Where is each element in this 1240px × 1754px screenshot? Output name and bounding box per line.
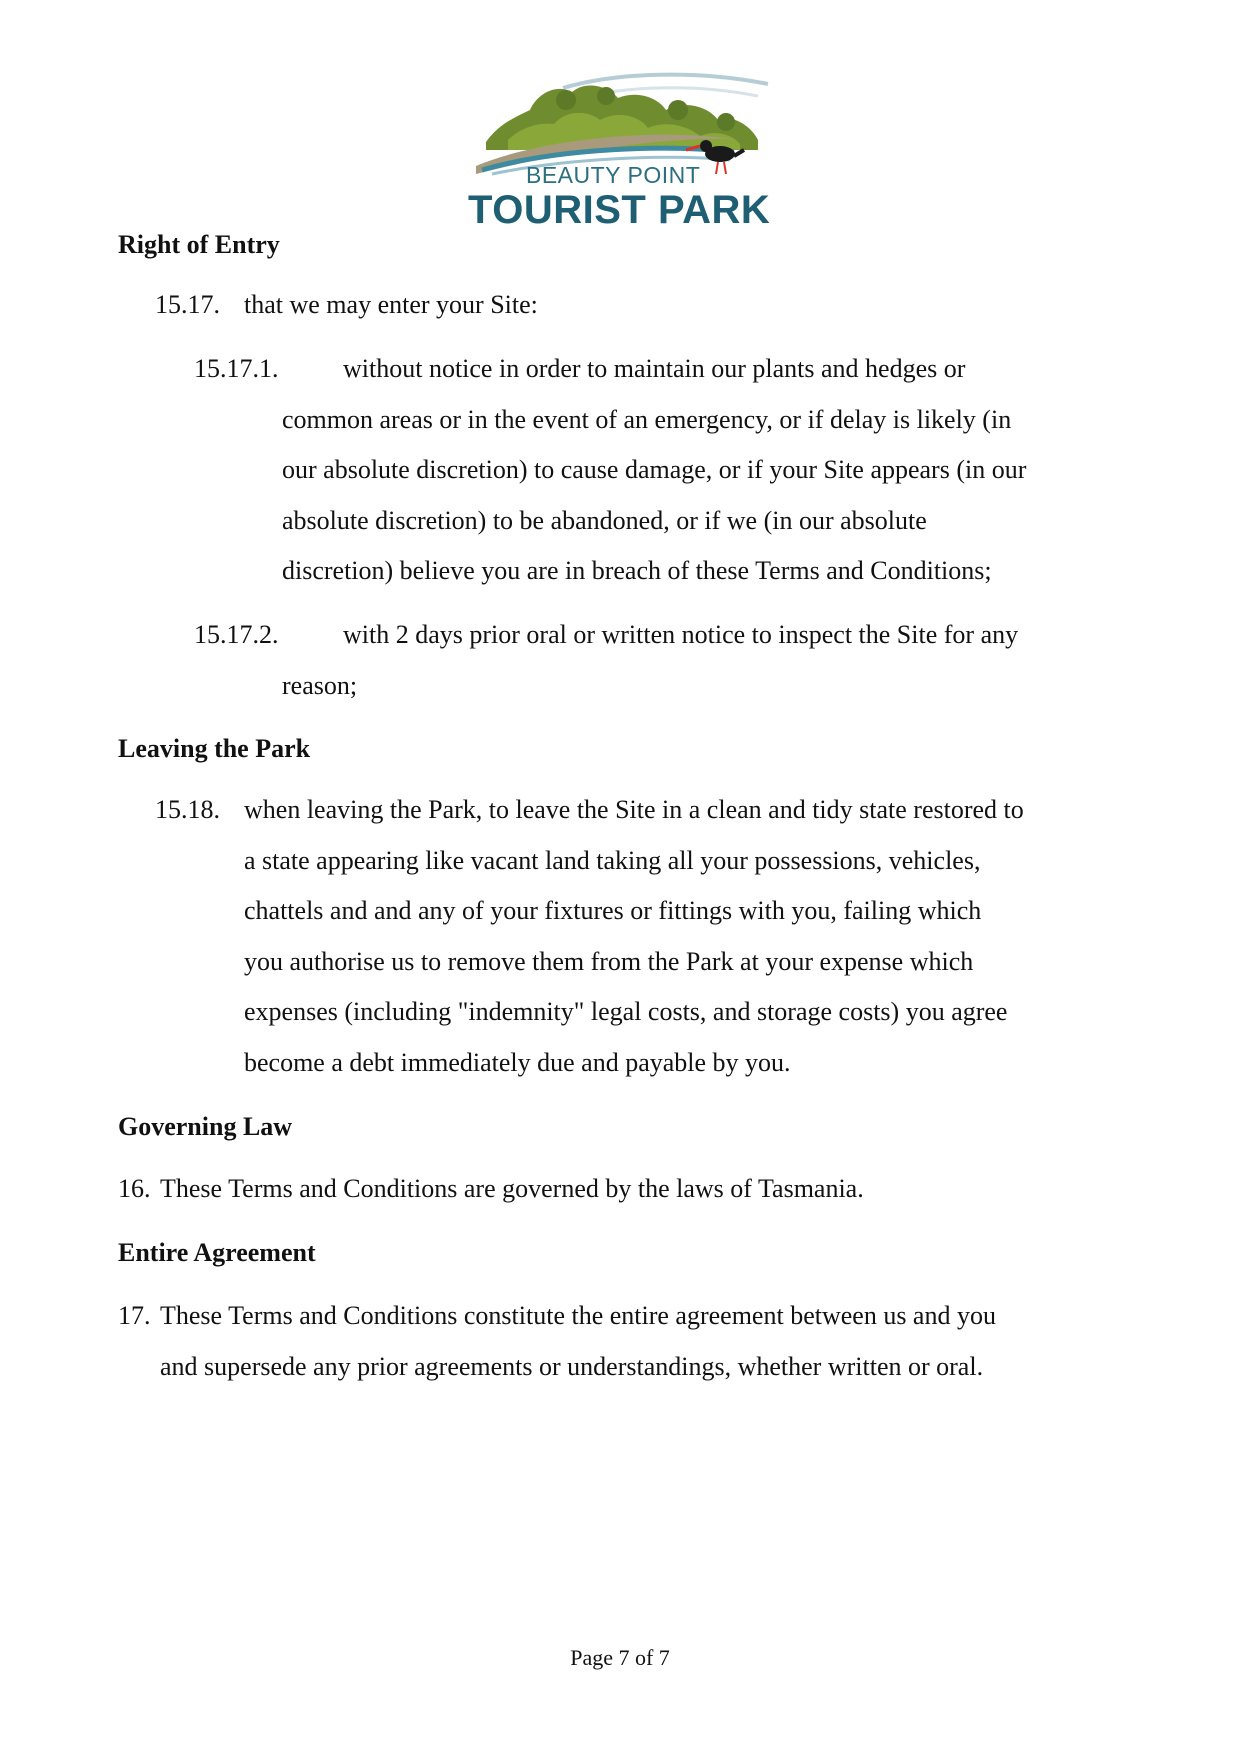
clause-15-17-2-line: with 2 days prior oral or written notice to inspect the Site for any [343, 620, 1019, 649]
heading-leaving-the-park: Leaving the Park [118, 734, 311, 763]
heading-entire-agreement: Entire Agreement [118, 1238, 316, 1267]
clause-15-18-line: you authorise us to remove them from the Park at your expense which [244, 947, 974, 976]
logo-line-1: BEAUTY POINT [526, 162, 701, 188]
clause-text-15-17: that we may enter your Site: [244, 290, 538, 319]
clause-number-16: 16. [118, 1174, 151, 1203]
park-logo [468, 70, 778, 230]
clause-17-line: and supersede any prior agreements or understandings, whether written or oral. [160, 1352, 984, 1381]
logo-line-2: TOURIST PARK [468, 188, 771, 232]
clause-15-17-1-line: absolute discretion) to be abandoned, or if we (in our absolute [282, 506, 927, 535]
clause-15-17-1-line: our absolute discretion) to cause damage, or if your Site appears (in our [282, 455, 1027, 484]
page-number: Page 7 of 7 [570, 1645, 670, 1670]
clause-15-18-line: become a debt immediately due and payable by you. [244, 1048, 791, 1077]
clause-number-15-17-2: 15.17.2. [194, 620, 279, 649]
clause-text-16: These Terms and Conditions are governed by the laws of Tasmania. [160, 1174, 864, 1203]
clause-15-18-line: when leaving the Park, to leave the Site in a clean and tidy state restored to [244, 795, 1024, 824]
clause-15-18-line: expenses (including "indemnity" legal costs, and storage costs) you agree [244, 997, 1008, 1026]
clause-15-17-2-line: reason; [282, 671, 358, 700]
clause-15-18-line: chattels and and any of your fixtures or fittings with you, failing which [244, 896, 982, 925]
clause-number-15-17: 15.17. [155, 290, 220, 319]
clause-15-17-1-line: common areas or in the event of an emergency, or if delay is likely (in [282, 405, 1012, 434]
clause-15-18-line: a state appearing like vacant land taking all your possessions, vehicles, [244, 846, 981, 875]
clause-number-15-18: 15.18. [155, 795, 220, 824]
heading-right-of-entry: Right of Entry [118, 230, 280, 259]
clause-15-17-1-line: discretion) believe you are in breach of these Terms and Conditions; [282, 556, 992, 585]
heading-governing-law: Governing Law [118, 1112, 293, 1141]
clause-number-15-17-1: 15.17.1. [194, 354, 279, 383]
clause-15-17-1-line: without notice in order to maintain our plants and hedges or [343, 354, 966, 383]
clause-17-line: These Terms and Conditions constitute the entire agreement between us and you [160, 1301, 996, 1330]
clause-number-17: 17. [118, 1301, 151, 1330]
